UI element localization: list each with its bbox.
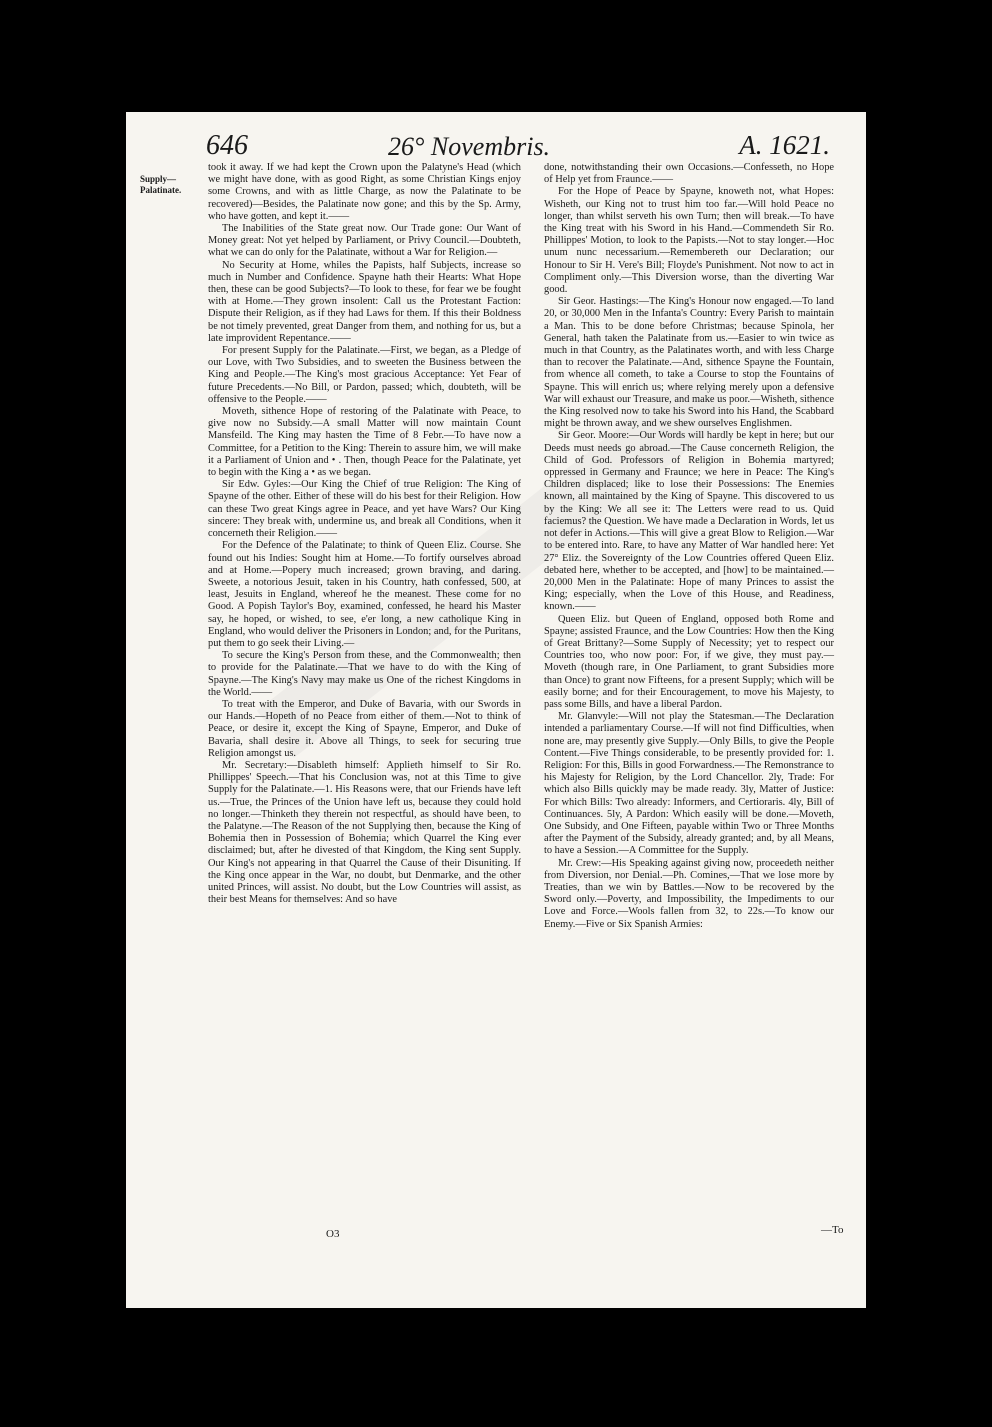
paragraph: took it away. If we had kept the Crown upon the Palatyne's Head (which we might have done, with as good Right, as some Christian Kings enjoy some Crowns, and with as little Charge, as now the Palatinate to be recovered)—Besides, the Palatinate now gone; and this by the Sp. Army, who have gotten, and kept it.—— (208, 162, 521, 222)
paragraph: To secure the King's Person from these, and the Commonwealth; then to provide for the Palatinate.—That we have to do with the King of Spayne.—The King's Navy may make us One of the richest Kingdoms in the World.—— (208, 650, 521, 698)
paragraph: Mr. Secretary:—Disableth himself: Applieth himself to Sir Ro. Phillippes' Speech.—That his Conclusion was, not at this Time to give Supply for the Palatinate.—1. His Reasons were, that our Friends have left us.—True, the Princes of the Union have left us, because they could hold no longer.—Thinketh they therein not respectful, as should have been, to the Palatyne.—The Reason of the not Supplying then, because the King of Bohemia then in Possession of Bohemia; which Quarrel the King ever disclaimed; but, after he divested of that Kingdom, the King sent Supply. Our King's not appearing in that Quarrel the Cause of their Disuniting. If the King once appear in the War, no doubt, but Denmarke, and the other united Princes, will assist. No doubt, but the Low Countries will assist, as their best Means for themselves: And so have (208, 759, 521, 906)
paragraph: No Security at Home, whiles the Papists, half Subjects, increase so much in Number and Confidence. Spayne hath their Hearts: What Hope then, these can be good Subjects?—To look to these, for fear we be fought with at Home.—They grown insolent: Call us the Protestant Faction: Dispute their Religion, as if they had Laws for them. If this their Boldness be not timely prevented, great Danger from them, and nothing for us, but a late improvident Repentance.—— (208, 259, 521, 344)
page-number: 646 (206, 130, 248, 161)
left-column (208, 162, 521, 906)
paragraph: Moveth, sithence Hope of restoring of the Palatinate with Peace, to give now no Subsidy.—A small Matter will now maintain Count Mansfeild. The King may hasten the Time of 8 Febr.—To have now a Committee, for a Petition to the King: Therein to assure him, we will make it a Parliament of Union and • . Then, though Peace for the Palatinate, yet to begin with the King a • as we began. (208, 406, 521, 479)
paragraph: For the Defence of the Palatinate; to think of Queen Eliz. Course. She found out his Indies: Sought him at Home.—To fortify ourselves abroad and at Home.—Popery much increased; grown braving, and daring. Sweete, a notorious Jesuit, taken in his Country, hath confessed, 500, at least, Jesuits in England, whereof he the meanest. These come for no Good. A Popish Taylor's Boy, examined, confessed, he heard his Master say, he hoped, or wished, to see, e'er long, a new catholique King in England, who would deliver the Prisoners in London; and, for the Puritans, put them to go seek their Living.— (208, 540, 521, 649)
header-date: 26° Novembris. (388, 132, 551, 161)
paragraph: done, notwithstanding their own Occasions.—Confesseth, no Hope of Help yet from Fraunce.—— (544, 162, 834, 186)
header-year: A. 1621. (739, 130, 830, 160)
paragraph: Sir Edw. Gyles:—Our King the Chief of true Religion: The King of Spayne of the other. Either of these will do his best for their Religion. How can these Two great Kings agree in Peace, and yet have Wars? Our King sincere: They break with, undermine us, and break all Conditions, when it concerneth their Religion.—— (208, 479, 521, 540)
paragraph: For present Supply for the Palatinate.—First, we began, as a Pledge of our Love, with Two Subsidies, and to sweeten the Business between the King and People.—The King's most gracious Acceptance: Yet Fear of future Precedents.—No Bill, or Pardon, passed; which, doubteth, will be offensive to the People.—— (208, 345, 521, 405)
catchword: —To (821, 1224, 844, 1236)
paragraph: Sir Geor. Moore:—Our Words will hardly be kept in here; but our Deeds must needs go abroad.—The Cause concerneth Religion, the Child of God. Professors of Religion in Bohemia martyred; oppressed in Germany and Fraunce; we here in Peace: The King's Children displaced; like to lose their Possessions: The Enemies known, all maintained by the King of Spayne. This discovered to us by the King: We all see it: The Letters were read to us. Quid faciemus? the Question. We have made a Declaration in Words, let us not defer in Actions.—This will give a great Blow to Religion.—War to be entered into. Rare, to have any Matter of War handled here: Yet 27° Eliz. the Sovereignty of the Low Countries offered Queen Eliz. debated here, whether to be accepted, and [how] to be maintained.—20,000 Men in the Palatinate: Hope of many Princes to assist the King; especially, when the Love of this House, and Readiness, known.—— (544, 430, 834, 613)
paragraph: Mr. Glanvyle:—Will not play the Statesman.—The Declaration intended a parliamentary Course.—If will not find Difficulties, when none are, may presently give Supply.—Only Bills, to give the People Content.—Five Things considerable, to be presently provided for: 1. Religion: For this, Bills in good Forwardness.—The Remonstrance to his Majesty for Religion, by the Lord Chancellor. 2ly, Trade: For which also Bills quickly may be made ready. 3ly, Matter of Justice: For which Bills: Two already: Informers, and Certioraris. 4ly, Bill of Continuances. 5ly, A Pardon: Which easily will be done.—Moveth, One Subsidy, and One Fifteen, payable within Two or Three Months after the Payment of the Subsidy, already granted; and, by all Means, to have a Session.—A Committee for the Supply. (544, 711, 834, 857)
paragraph: To treat with the Emperor, and Duke of Bavaria, with our Swords in our Hands.—Hopeth of no Peace from either of them.—Not to think of Peace, or desire it, except the King of Spayne, Emperor, and Duke of Bavaria, shall desire it. Above all Things, to seek for securing true Religion amongst us. (208, 698, 521, 759)
book-page (126, 112, 866, 1308)
paragraph: For the Hope of Peace by Spayne, knoweth not, what Hopes: Wisheth, our King not to trust him too far.—Will hold Peace no longer, than whilst serveth his own Turn; then will break.—To have the King treat with his Sword in his Hand.—Commendeth Sir Ro. Phillippes' Motion, to look to the Papists.—Not to stay longer.—Hoc unum nunc necessarium.—Remembereth our Declaration; our Honour to Sir H. Vere's Bill; Floyde's Punishment. Not now to act in Compliment only.—This Diversion worse, than the diverting War good. (544, 186, 834, 296)
paragraph: Queen Eliz. but Queen of England, opposed both Rome and Spayne; assisted Fraunce, and the Low Countries: How then the King of Great Brittany?—Some Supply of Necessity; yet to respect our Countries too, who now poor: For, if we give, they must pay.—Moveth (though rare, in One Parliament, to grant Subsidies more than Once) to grant now Fifteens, for a present Supply; which will be easily borne; and for their Encouragement, to move his Majesty, to pass some Bills, and have a liberal Pardon. (544, 613, 834, 710)
paragraph: Mr. Crew:—His Speaking against giving now, proceedeth neither from Diversion, nor Denial.—Ph. Comines,—That we lose more by Treaties, than we win by Battles.—Now to be recovered by the Sword only.—Poverty, and Impossibility, the Impediments to our Love and Force.—Wools fallen from 32, to 22s.—To know our Enemy.—Five or Six Spanish Armies: (544, 857, 834, 930)
right-column (544, 162, 834, 931)
margin-note: Supply—Palatinate. (140, 174, 182, 195)
signature-mark: O3 (326, 1228, 340, 1240)
paragraph: Sir Geor. Hastings:—The King's Honour now engaged.—To land 20, or 30,000 Men in the Infanta's Country: Every Parish to maintain a Man. This to be done before Christmas; because Spinola, her General, hath taken the Palatinate from us.—Easier to win twice as much in that Country, as the Palatinates worth, and with less Charge than to recover the Palatinate.—And, sithence Spayne the Fountain, from whence all cometh, to take a Course to stop the Fountains of Spayne. This will enrich us; where relying merely upon a defensive War will exhaust our Treasure, and make us poor.—Wisheth, sithence the King resolved now to take his Sword into his Hand, the Scabbard might be thrown away, and we shew ourselves Englishmen. (544, 296, 834, 430)
paragraph: The Inabilities of the State great now. Our Trade gone: Our Want of Money great: Not yet helped by Parliament, or Privy Council.—Doubteth, what we can do only for the Palatinate, without a War for Religion.— (208, 223, 521, 259)
